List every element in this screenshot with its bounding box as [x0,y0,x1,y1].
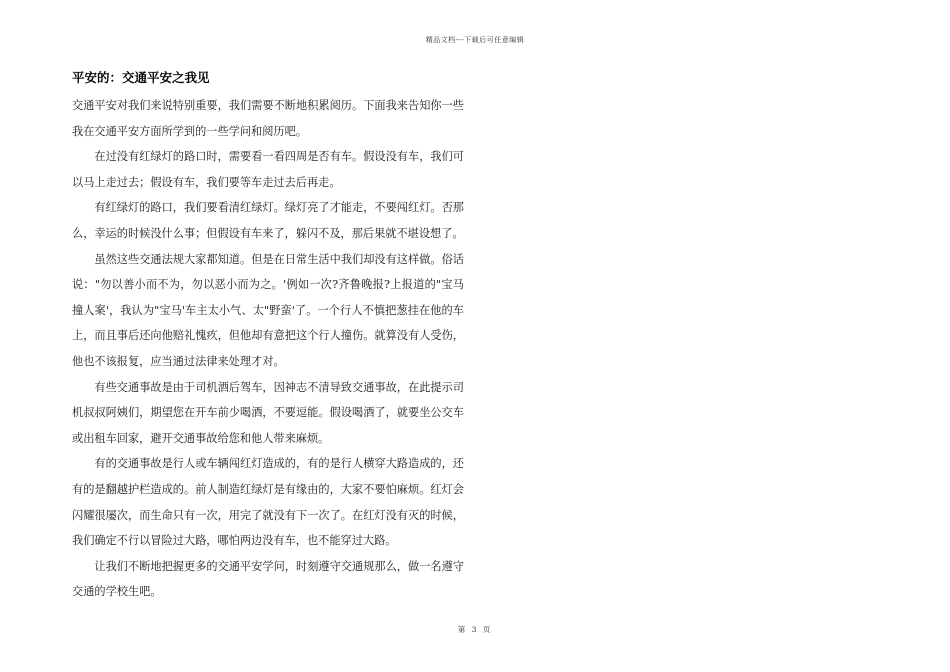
paragraph-conclusion: 让我们不断地把握更多的交通平安学问，时刻遵守交通规那么，做一名遵守交通的学校生吧。 [72,559,464,599]
paragraph-bmw-case: 虽然这些交通法规大家都知道。但是在日常生活中我们却没有这样做。俗话说："勿以善小而不为，勿以恶小而为之。'例如一次?齐鲁晚报?上报道的"宝马撞人案'，我认为"宝马'车主太小气、太"野蛮'了。一个行人不慎把葱挂在他的车上，而且事后还向他赔礼愧疚，但他却有意把这个行人撞伤。就算没有人受伤，他也不该报复，应当通过法律来处理才对。 [72,252,464,368]
paragraph-intro: 交通平安对我们来说特别重要，我们需要不断地积累阅历。下面我来告知你一些我在交通平安方面所学到的一些学问和阅历吧。 [72,99,464,138]
page-number: 第 3 页 [457,625,493,634]
page-header: 精品文档---下载后可任意编辑 [425,36,525,44]
paragraph-drunk-driving: 有些交通事故是由于司机酒后驾车，因神志不清导致交通事故，在此提示司机叔叔阿姨们，期望您在开车前少喝酒，不要逗能。假设喝酒了，就要坐公交车或出租车回家，避开交通事故给您和他人带来麻烦。 [72,380,464,445]
paragraph-traffic-light: 有红绿灯的路口，我们要看清红绿灯。绿灯亮了才能走，不要闯红灯。否那么，幸运的时候没什么事；但假设有车来了，躲闪不及，那后果就不堪设想了。 [72,201,464,240]
document-title: 平安的：交通平安之我见 [72,70,210,85]
document-body [72,69,464,605]
paragraph-red-light: 有的交通事故是行人或车辆闯红灯造成的，有的是行人横穿大路造成的，还有的是翻越护栏造成的。前人制造红绿灯是有缘由的，大家不要怕麻烦。红灯会闪耀很屡次，而生命只有一次，用完了就没有下一次了。在红灯没有灭的时候，我们确定不行以冒险过大路，哪怕两边没有车，也不能穿过大路。 [72,457,464,548]
paragraph-no-traffic-light: 在过没有红绿灯的路口时，需要看一看四周是否有车。假设没有车，我们可以马上走过去；假设有车，我们要等车走过去后再走。 [72,150,464,189]
